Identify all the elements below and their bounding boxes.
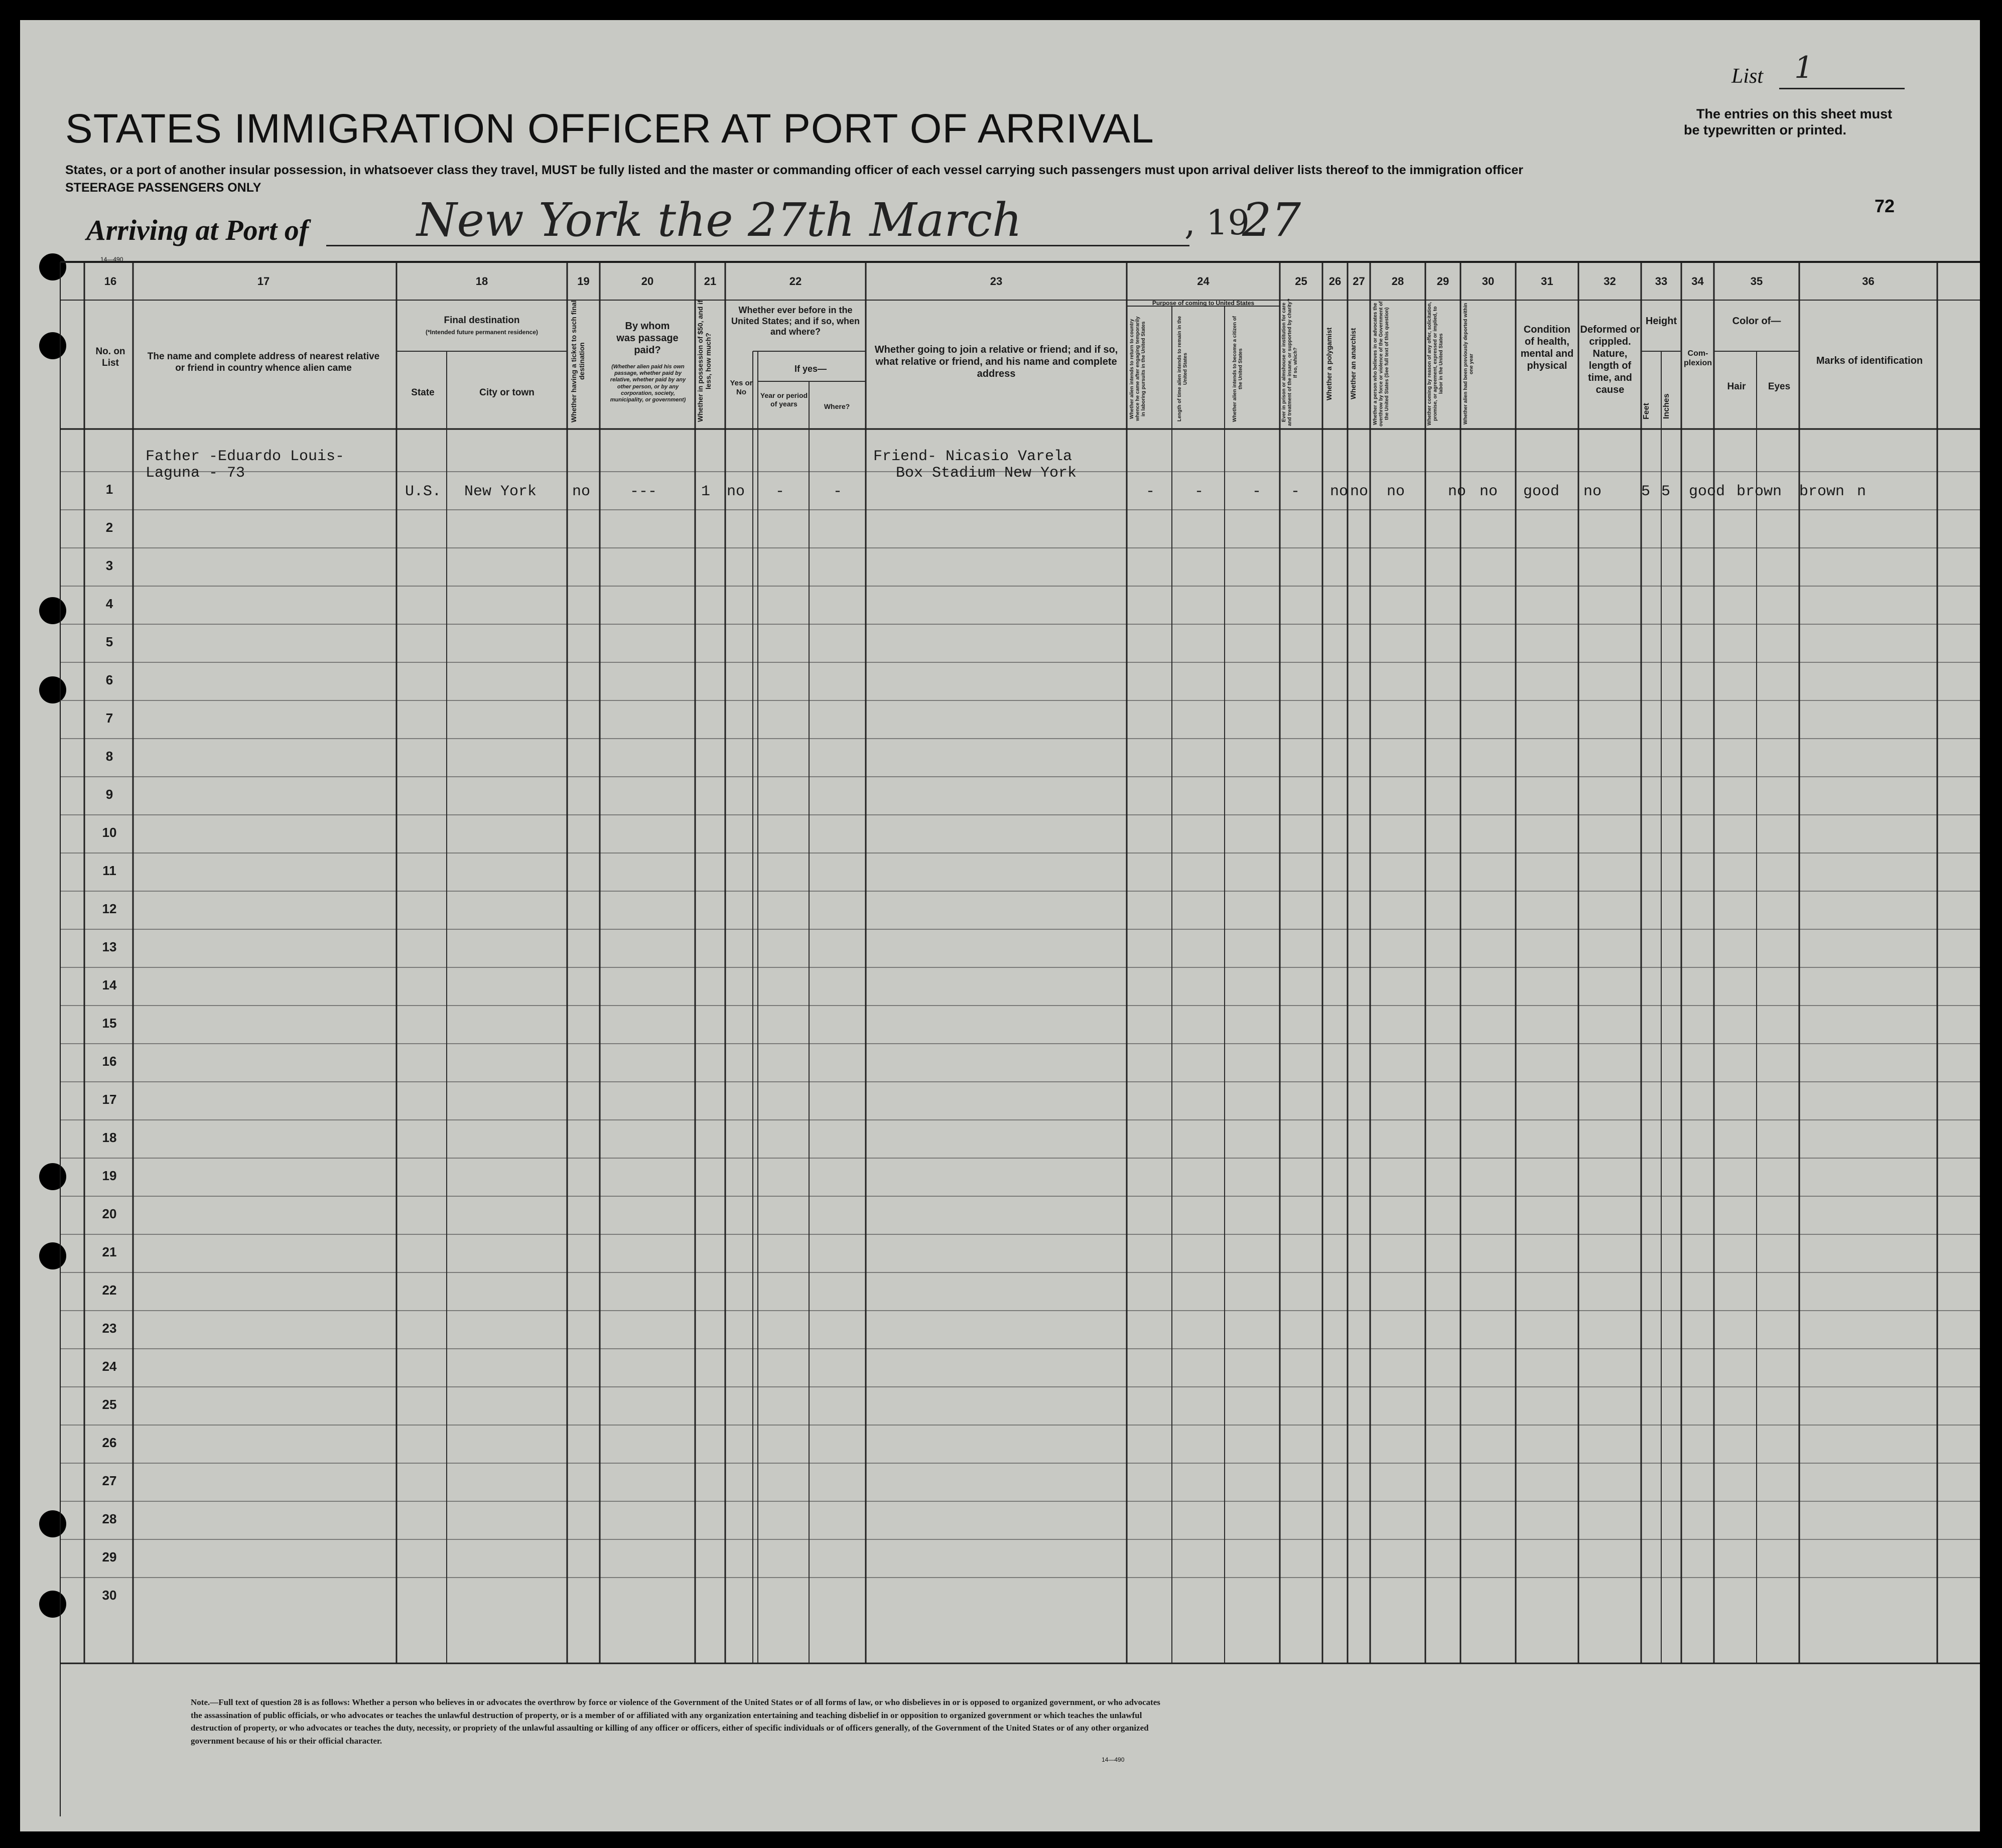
col-20-header: By whom was passage paid? xyxy=(616,321,679,356)
col-num-34: 34 xyxy=(1691,275,1704,288)
col-num-20: 20 xyxy=(641,275,654,288)
polygamist-value: no xyxy=(1330,483,1349,500)
col-18-city: City or town xyxy=(479,387,535,398)
footnote-code: 14—490 xyxy=(1102,1756,1125,1763)
row-number: 16 xyxy=(102,1054,117,1069)
col-num-19: 19 xyxy=(577,275,590,288)
col-18-header: Final destination xyxy=(444,315,520,326)
row-number: 18 xyxy=(102,1130,117,1145)
relative-address-line-1: Father -Eduardo Louis- xyxy=(146,448,345,465)
eyes-value: brown xyxy=(1799,483,1845,500)
col-num-26: 26 xyxy=(1328,275,1342,288)
deformed-value: no xyxy=(1583,483,1602,500)
height-inches-value: 5 xyxy=(1661,483,1671,500)
row-number: 10 xyxy=(102,825,117,840)
row-number: 29 xyxy=(102,1549,117,1565)
row-number: 8 xyxy=(105,749,113,764)
col-27-header: Whether an anarchist xyxy=(1349,328,1357,400)
col-num-31: 31 xyxy=(1541,275,1553,288)
col-20-note: (Whether alien paid his own passage, whether paid by relative, whether paid by any other person, or by any corporation, society, municipality, or government) xyxy=(610,364,686,403)
col-36-header: Marks of identification xyxy=(1816,355,1923,366)
col-19-header: Whether having a ticket to such final destination xyxy=(570,300,586,422)
row-number: 25 xyxy=(102,1397,117,1412)
row-number: 11 xyxy=(102,863,116,878)
hair-value: brown xyxy=(1737,483,1782,500)
destination-state: U.S. xyxy=(405,483,442,500)
col-num-18: 18 xyxy=(475,275,488,288)
arriving-label: Arriving at Port of xyxy=(86,214,309,246)
col-34-header: Com-plexion xyxy=(1683,349,1712,368)
marks-value: n xyxy=(1857,483,1866,500)
row-number: 22 xyxy=(102,1283,117,1298)
col-num-36: 36 xyxy=(1862,275,1875,288)
col-22-yesno: Yes or No xyxy=(730,379,753,396)
col-26-header: Whether a polygamist xyxy=(1325,327,1333,400)
row-number: 17 xyxy=(102,1092,117,1107)
col-num-27: 27 xyxy=(1353,275,1365,288)
list-number: 1 xyxy=(1794,50,1814,85)
col-21-header: Whether in possession of $50, and if less, how much? xyxy=(696,300,713,422)
row-number: 21 xyxy=(102,1244,117,1259)
deported-value: no xyxy=(1480,483,1498,500)
purpose-citizen-value: - xyxy=(1252,483,1262,500)
row-number: 1 xyxy=(105,482,113,497)
page-subtitle: States, or a port of another insular possession, in whatsoever class they travel, MUST be fully listed and the master or commanding officer of each vessel carrying such passengers must upon arrival deliver lists thereof to the immigration officer xyxy=(65,163,1523,177)
row-number: 23 xyxy=(102,1321,117,1336)
before-in-us-value: no xyxy=(727,483,745,500)
height-feet-value: 5 xyxy=(1641,483,1651,500)
row-number: 27 xyxy=(102,1473,117,1488)
col-23-header: Whether going to join a relative or friend; and if so, what relative or friend, and his name and complete address xyxy=(874,344,1118,379)
col-num-30: 30 xyxy=(1482,275,1495,288)
col-18-note: (*Intended future permanent residence) xyxy=(425,329,539,336)
col-22-ifyes: If yes— xyxy=(794,364,827,374)
col-33-inches: Inches xyxy=(1662,393,1671,419)
row-number: 26 xyxy=(102,1435,117,1450)
row-number: 14 xyxy=(102,977,117,992)
complexion-value: good xyxy=(1689,483,1725,500)
col-33-header: Height xyxy=(1645,316,1677,327)
col-num-29: 29 xyxy=(1436,275,1449,288)
col-24c-header: Whether alien intends to become a citizen of the United States xyxy=(1232,316,1244,422)
col-33-feet: Feet xyxy=(1642,403,1651,420)
question-28-value: no xyxy=(1387,483,1405,500)
row-number: 24 xyxy=(102,1359,117,1374)
col-num-35: 35 xyxy=(1750,275,1763,288)
col-24a-header: Whether alien intends to return to country whence he came after engaging temporarily in laboring pursuits in the United States xyxy=(1129,316,1146,421)
friend-line-2: Box Stadium New York xyxy=(896,465,1077,482)
row-number: 7 xyxy=(105,710,113,726)
ticket-value: no xyxy=(572,483,591,500)
col-num-21: 21 xyxy=(704,275,717,288)
passage-paid-value: --- xyxy=(630,483,657,500)
relative-address-line-2: Laguna - 73 xyxy=(146,465,245,482)
col-num-33: 33 xyxy=(1655,275,1668,288)
instruction-line-1: The entries on this sheet must xyxy=(1696,106,1893,121)
col-num-24: 24 xyxy=(1197,275,1210,288)
col-18-state: State xyxy=(411,387,435,398)
col-31-header: Condition of health, mental and physical xyxy=(1520,324,1574,371)
col-22-header: Whether ever before in the United States; and if so, when and where? xyxy=(731,305,860,337)
form-code: 14—490 xyxy=(100,256,123,263)
before-where-value: - xyxy=(833,483,843,500)
row-number: 12 xyxy=(102,901,117,916)
before-year-value: - xyxy=(775,483,785,500)
col-32-header: Deformed or crippled. Nature, length of time, and cause xyxy=(1580,324,1640,395)
row-number: 13 xyxy=(102,939,117,954)
col-29-header: Whether coming by reason of any offer, solicitation, promise, or agreement, expressed or implied, to labor in the United States xyxy=(1427,302,1444,426)
footnote: Note.—Full text of question 28 is as follows: Whether a person who believes in or advocates the overthrow by force or violence of the Government of the United States or of all forms of law, or who disbelieves in or is opposed to organized government, or who advocates the assassination of public officials, or who advocates or teaches the unlawful destruction of property, or is a member of or affiliated with any organization entertaining and teaching disbelief in or opposition to organized government or which teaches the unlawful destruction of property, or who advocates or teaches the duty, necessity, or propriety of the unlawful assaulting or killing of any officer or officers, either of specific individuals or of officers generally, of the Government of the United States or of any other organized government because of his or their official character. xyxy=(191,1697,1160,1746)
col-22-year: Year or period of years xyxy=(760,391,808,408)
row-number: 2 xyxy=(105,520,113,535)
anarchist-value: no xyxy=(1350,483,1369,500)
page-number: 72 xyxy=(1875,196,1895,216)
purpose-return-value: - xyxy=(1146,483,1155,500)
arrival-year-suffix: 27 xyxy=(1242,193,1301,247)
health-value: good xyxy=(1523,483,1560,500)
col-num-28: 28 xyxy=(1391,275,1404,288)
row-number: 19 xyxy=(102,1168,117,1183)
row-number: 30 xyxy=(102,1588,117,1603)
col-num-32: 32 xyxy=(1604,275,1616,288)
arriving-port: New York the 27th March xyxy=(417,193,1022,247)
friend-line-1: Friend- Nicasio Varela xyxy=(873,448,1073,465)
col-25-header: Ever in prison or almshouse or institution for care and treatment of the insane, or supported by charity? If so, which? xyxy=(1281,299,1298,427)
col-35-header: Color of— xyxy=(1732,316,1781,327)
passenger-class-label: STEERAGE PASSENGERS ONLY xyxy=(65,181,261,195)
col-35-eyes: Eyes xyxy=(1768,381,1791,392)
col-num-25: 25 xyxy=(1295,275,1307,288)
col-17-header: The name and complete address of nearest relative or friend in country whence alien came xyxy=(147,351,380,373)
col-22-where: Where? xyxy=(824,402,850,410)
row-number: 5 xyxy=(105,634,113,649)
money-value: 1 xyxy=(701,483,711,500)
destination-city: New York xyxy=(464,483,537,500)
col-30-header: Whether alien had been previously deported within one year xyxy=(1463,303,1475,425)
col-16-header: No. on List xyxy=(95,346,125,368)
col-24b-header: Length of time alien intends to remain in the United States xyxy=(1177,316,1188,422)
prison-value: - xyxy=(1291,483,1300,500)
col-num-16: 16 xyxy=(104,275,117,288)
row-number: 6 xyxy=(105,672,113,687)
page-title: STATES IMMIGRATION OFFICER AT PORT OF ARRIVAL xyxy=(65,106,1154,152)
row-number: 4 xyxy=(105,596,113,611)
row-number: 28 xyxy=(102,1511,117,1526)
col-num-23: 23 xyxy=(990,275,1003,288)
arrival-year-prefix: , 19 xyxy=(1184,203,1250,243)
question-29-value: no xyxy=(1448,483,1466,500)
col-num-17: 17 xyxy=(257,275,270,288)
list-label: List xyxy=(1731,65,1764,88)
row-number: 20 xyxy=(102,1206,117,1221)
row-number: 3 xyxy=(105,558,113,573)
col-35-hair: Hair xyxy=(1727,381,1746,392)
purpose-length-value: - xyxy=(1194,483,1204,500)
row-number: 9 xyxy=(105,787,113,802)
instruction-line-2: be typewritten or printed. xyxy=(1684,122,1847,137)
col-num-22: 22 xyxy=(789,275,802,288)
col-28-header: Whether a person who believes in or advocates the overthrow by force or violence of the Government of the United States (See full text of this question) xyxy=(1373,301,1390,427)
col-24-header: Purpose of coming to United States xyxy=(1152,300,1255,307)
row-number: 15 xyxy=(102,1016,117,1031)
